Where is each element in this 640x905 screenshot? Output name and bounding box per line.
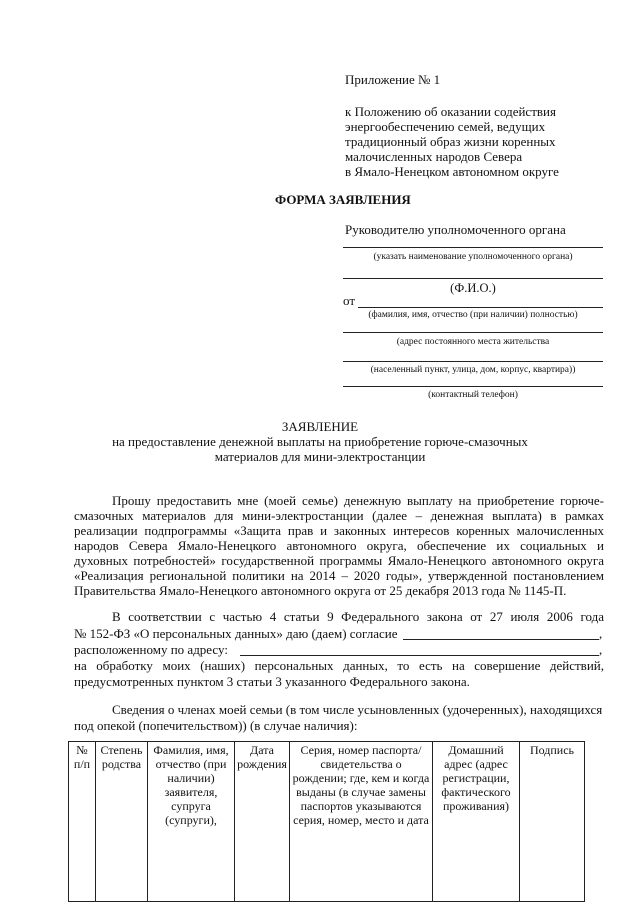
form-title: ФОРМА ЗАЯВЛЕНИЯ: [275, 192, 411, 207]
appendix-line: в Ямало-Ненецком автономном округе: [345, 164, 559, 179]
appendix-line: энергообеспечению семей, ведущих: [345, 119, 546, 134]
org-name-field[interactable]: [343, 247, 603, 248]
hint-phone: (контактный телефон): [428, 390, 518, 400]
hint-applicant: (фамилия, имя, отчество (при наличии) полностью): [368, 310, 578, 320]
consent-line-2: № 152-ФЗ «О персональных данных» даю (даем) согласие: [74, 626, 398, 641]
hint-org: (указать наименование уполномоченного органа): [373, 252, 573, 262]
col-number: № п/п: [69, 742, 96, 902]
col-passport: Серия, номер паспорта/свидетельства о рождении; где, кем и когда выданы (в случае замены паспортов указываются серия, номер, место и дата: [290, 742, 433, 902]
consent-line-3: расположенному по адресу:: [74, 642, 228, 657]
appendix-line: традиционный образ жизни коренных: [345, 134, 556, 149]
appendix-line: малочисленных народов Севера: [345, 149, 523, 164]
appendix-line: к Положению об оказании содействия: [345, 104, 556, 119]
col-relation: Степень родства: [96, 742, 148, 902]
applicant-field[interactable]: [358, 307, 603, 308]
family-table: [68, 741, 585, 902]
from-label: от: [343, 293, 356, 308]
col-birthdate: Дата рождения: [235, 742, 290, 902]
col-address: Домашний адрес (адрес регистрации, фактического проживания): [433, 742, 520, 902]
locality-field[interactable]: [343, 361, 603, 362]
col-signature: Подпись: [520, 742, 585, 902]
col-name: Фамилия, имя, отчество (при наличии) заявителя, супруга (супруги),: [148, 742, 235, 902]
consent-address-field[interactable]: [240, 655, 599, 656]
statement-subtitle: материалов для мини-электростанции: [214, 449, 426, 464]
consent-line-4: на обработку моих (наших) персональных данных, то есть на совершение действий,: [74, 658, 604, 673]
appendix-title: Приложение № 1: [345, 72, 441, 87]
family-info-line-2: под опекой (попечительством)) (в случае наличия):: [74, 718, 358, 733]
statement-subtitle: на предоставление денежной выплаты на приобретение горюче-смазочных: [112, 434, 528, 449]
hint-locality: (населенный пункт, улица, дом, корпус, квартира)): [370, 365, 576, 375]
paragraph-request: Прошу предоставить мне (моей семье) денежную выплату на приобретение горюче-смазочных материалов для мини-электростанции (далее – денежная выплата) в рамках реализации подпрограммы «Защита прав и законных интересов коренных малочисленных народов Севера Ямало-Ненецкого автономного округа, обеспечение их социальных и духовных потребностей» государственной программы Ямало-Ненецкого автономного округа «Реализация региональной политики на 2014 – 2020 годы», утвержденной постановлением Правительства Ямало-Ненецкого автономного округа от 25 декабря 2013 года № 1145-П.: [74, 493, 604, 598]
table-header-row: [69, 742, 585, 902]
addressee-line: Руководителю уполномоченного органа: [345, 222, 566, 237]
hint-fio: (Ф.И.О.): [450, 281, 496, 295]
consent-line-5: предусмотренных пунктом 3 статьи 3 указанного Федерального закона.: [74, 674, 470, 689]
consent-line-1: В соответствии с частью 4 статьи 9 Федерального закона от 27 июля 2006 года: [112, 609, 604, 624]
family-info-line-1: Сведения о членах моей семьи (в том числе усыновленных (удочеренных), находящихся: [112, 702, 603, 717]
consent-recipient-field[interactable]: [403, 639, 599, 640]
hint-address: (адрес постоянного места жительства: [396, 337, 550, 347]
statement-title: ЗАЯВЛЕНИЕ: [281, 419, 359, 434]
fio-field[interactable]: [343, 278, 603, 279]
phone-field[interactable]: [343, 386, 603, 387]
address-field[interactable]: [343, 332, 603, 333]
